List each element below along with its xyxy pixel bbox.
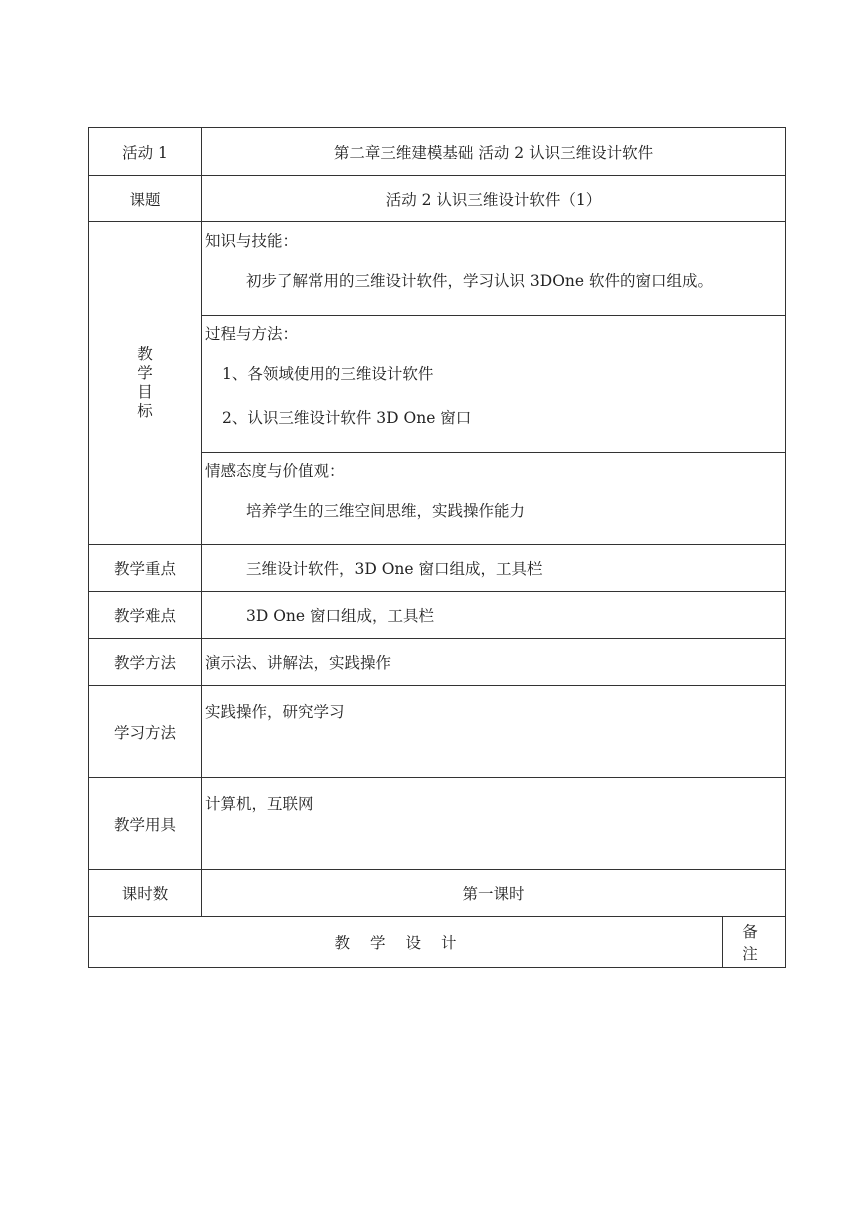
row-key-points — [89, 545, 786, 592]
objectives-char-4: 标 — [137, 402, 153, 420]
design-cell — [89, 917, 723, 968]
process-title: 过程与方法： — [205, 325, 299, 343]
objectives-label — [89, 222, 202, 545]
teaching-method-value: 演示法、讲解法，实践操作 — [202, 639, 786, 686]
periods-label: 课时数 — [89, 870, 202, 917]
activity-label: 活动 1 — [89, 128, 202, 176]
difficulties-value: 3D One 窗口组成，工具栏 — [202, 592, 786, 639]
knowledge-text: 初步了解常用的三维设计软件，学习认识 3DOne 软件的窗口组成。 — [246, 271, 714, 290]
row-periods — [89, 870, 786, 917]
row-knowledge — [89, 222, 786, 316]
key-points-value: 三维设计软件，3D One 窗口组成，工具栏 — [202, 545, 786, 592]
periods-value: 第一课时 — [202, 870, 786, 917]
lesson-plan-table — [88, 127, 786, 968]
emotion-text: 培养学生的三维空间思维，实践操作能力 — [246, 501, 526, 520]
key-points-label: 教学重点 — [89, 545, 202, 592]
row-design — [89, 917, 786, 968]
emotion-title: 情感态度与价值观： — [205, 461, 345, 480]
knowledge-cell — [202, 222, 786, 316]
topic-value: 活动 2 认识三维设计软件（1） — [202, 176, 786, 222]
row-learning-method — [89, 686, 786, 778]
objectives-char-2: 学 — [137, 364, 153, 382]
row-difficulties — [89, 592, 786, 639]
objectives-char-3: 目 — [137, 383, 153, 401]
design-label: 教学设计 — [334, 934, 477, 952]
emotion-cell — [202, 453, 786, 545]
teaching-method-label: 教学方法 — [89, 639, 202, 686]
remark-cell — [723, 917, 786, 968]
learning-method-value: 实践操作，研究学习 — [202, 686, 786, 778]
tools-value: 计算机，互联网 — [202, 778, 786, 870]
activity-value: 第二章三维建模基础 活动 2 认识三维设计软件 — [202, 128, 786, 176]
row-tools — [89, 778, 786, 870]
process-cell — [202, 316, 786, 453]
learning-method-label: 学习方法 — [89, 686, 202, 778]
row-activity — [89, 128, 786, 176]
row-topic — [89, 176, 786, 222]
knowledge-title: 知识与技能： — [205, 231, 299, 250]
topic-label: 课题 — [89, 176, 202, 222]
remark-label: 备注 — [742, 923, 780, 963]
tools-label: 教学用具 — [89, 778, 202, 870]
process-item-2: 2、认识三维设计软件 3D One 窗口 — [222, 409, 472, 427]
process-item-1: 1、各领域使用的三维设计软件 — [222, 365, 434, 383]
objectives-char-1: 教 — [137, 345, 153, 363]
row-teaching-method — [89, 639, 786, 686]
difficulties-label: 教学难点 — [89, 592, 202, 639]
